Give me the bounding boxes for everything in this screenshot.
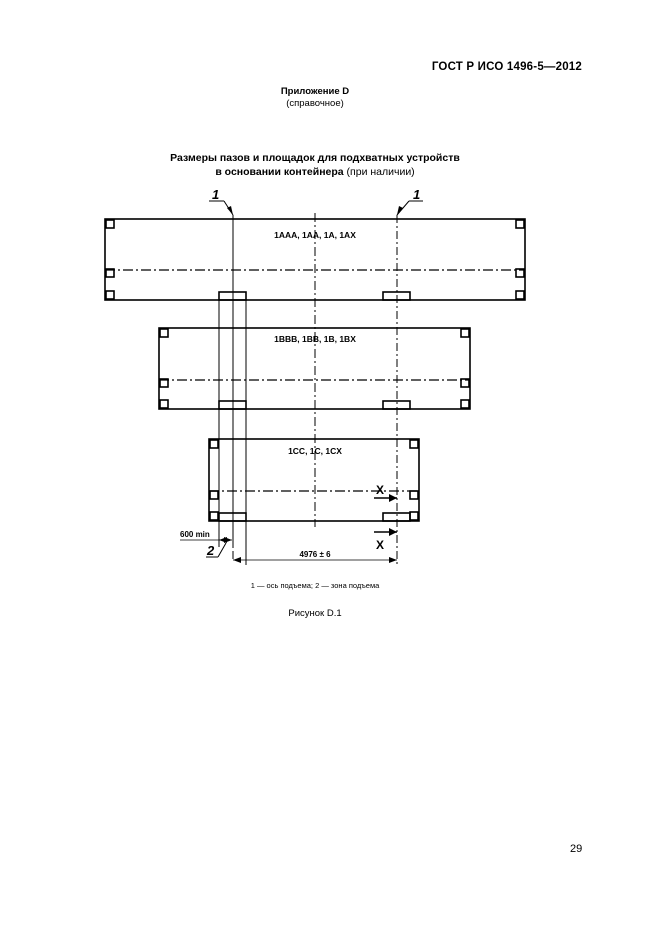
axis-marker-right-label: 1 (413, 187, 421, 202)
dim-spacing-arrow-left (233, 557, 241, 563)
section-mark-top-label: X (376, 483, 385, 497)
page-number: 29 (570, 843, 583, 855)
figure-title-note: (при наличии) (346, 166, 415, 178)
section-mark-top-arrow (389, 494, 397, 502)
dim-min-label: 600 min (180, 530, 210, 539)
figure-title-line-1: Размеры пазов и площадок для подхватных устройств (170, 152, 460, 164)
appendix-title: Приложение D (280, 86, 350, 97)
axis-marker-right-arrow (397, 206, 403, 215)
document-standard-number: ГОСТ Р ИСО 1496-5—2012 (431, 61, 582, 73)
figure-title-line-2-main: в основании контейнера (215, 166, 344, 178)
dim-spacing-arrow-right (389, 557, 397, 563)
figure-legend: 1 — ось подъема; 2 — зона подъема (250, 581, 380, 590)
section-mark-bottom-label: X (376, 538, 385, 552)
dim-spacing-label: 4976 ± 6 (299, 550, 331, 559)
container-1-label: 1AAA, 1AA, 1A, 1AX (274, 230, 356, 240)
appendix-subtitle: (справочное) (286, 98, 344, 109)
dim-600-arrow-left (219, 537, 227, 543)
figure-caption: Рисунок D.1 (288, 608, 342, 619)
zone-marker-label: 2 (207, 543, 215, 558)
container-2-label: 1BBB, 1BB, 1B, 1BX (274, 334, 356, 344)
axis-marker-left-label: 1 (212, 187, 220, 202)
container-3-label: 1CC, 1C, 1CX (288, 446, 342, 456)
section-mark-bottom-arrow (389, 528, 397, 536)
